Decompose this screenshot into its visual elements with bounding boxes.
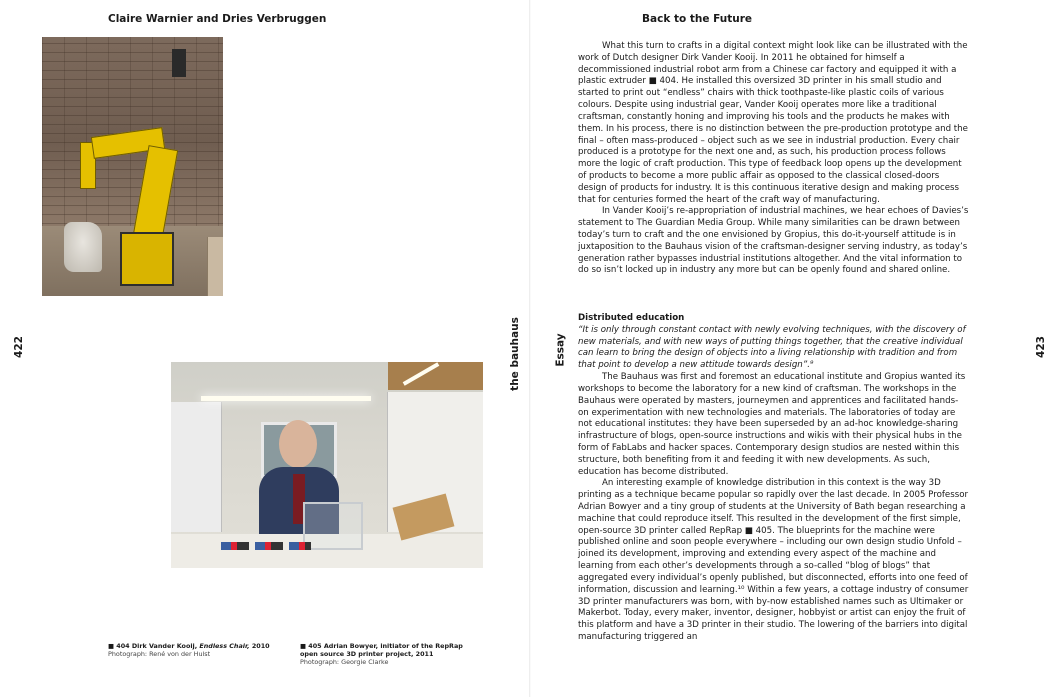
photo-credit: Photograph: René von der Hulst	[108, 650, 211, 658]
photo-endless-chair-robot	[42, 37, 223, 296]
caption-name: Dirk Vander Kooij,	[131, 642, 198, 650]
person-head	[279, 420, 317, 468]
page-gutter	[529, 0, 531, 697]
section-label: the bauhaus	[508, 317, 521, 391]
paragraph: What this turn to crafts in a digital context might look like can be illustrated with the work of Dutch designer Dirk Vander Kooij. In 2011 he obtained for himself a decommissioned industrial robot arm from a Chinese car factory and equipped it with a plastic extruder ■ 404. He installed this oversized 3D printer in his small studio and started to print out “endless” chairs with thick toothpaste-like plastic coils of various colours. Despite using industrial gear, Vander Kooij operates more like a traditional craftsman, constantly honing and improving his tools and the products he makes with them. In his process, there is no distinction between the pre-production prototype and the final – often mass-produced – object such as we see in industrial production. Every chair produced is a prototype for the next one and, as such, his production process follows more the logic of craft production. This type of feedback loop opens up the development of products to become a more public affair as opposed to the classical closed-doors design of products for industry. It is this continuous iterative design and making process that for centuries formed the heart of the craft way of manufacturing.	[578, 41, 968, 205]
wall-speaker	[172, 49, 186, 77]
figure-ref: ■ 404	[108, 642, 130, 650]
robot-base	[120, 232, 174, 286]
photo-adrian-bowyer	[171, 362, 483, 568]
paragraph: An interesting example of knowledge distribution in this context is the way 3D printing as a technique became popular so rapidly over the last decade. In 2005 Professor Adrian Bowyer and a tiny group of students at the University of Bath began researching a machine that could reproduce itself. This resulted in the development of the first simple, open-source 3D printer called RepRap ■ 405. The blueprints for the machine were published online and soon people everywhere – including our own design studio Unfold – joined its development, improving and extending every aspect of the machine and learning from each other’s developments through a so-called “blog of blogs” that aggregated every individual’s openly published, but disconnected, efforts into one feed of information, discussion and learning.¹⁰ Within a few years, a cottage industry of consumer 3D printer manufacturers was born, with by-now established names such as Ultimaker or Makerbot. Today, every maker, inventor, designer, hobbyist or artist can enjoy the fruit of this platform and have a 3D printer in their studio. The lowering of the barriers into digital manufacturing triggered an	[578, 478, 969, 642]
running-header-title: Back to the Future	[642, 13, 753, 25]
caption-year: 2010	[251, 642, 270, 650]
essay-text-lower	[578, 313, 969, 644]
workbench-tools	[221, 542, 311, 550]
section-heading: Distributed education	[578, 313, 685, 323]
figure-ref: ■ 405	[300, 642, 322, 650]
wooden-shelf	[207, 237, 223, 296]
photo-credit: Photograph: Georgie Clarke	[300, 658, 389, 666]
ceiling-light	[201, 396, 371, 401]
caption-line2: open source 3D printer project, 2011	[300, 650, 434, 658]
running-header-authors: Claire Warnier and Dries Verbruggen	[108, 13, 327, 25]
caption-name: Adrian Bowyer, initiator of the RepRap	[323, 642, 463, 650]
essay-text-upper	[578, 41, 969, 277]
page-number-right: 423	[1034, 336, 1047, 358]
page-number-left: 422	[12, 336, 25, 358]
caption-figure-405	[300, 642, 480, 666]
caption-title: Endless Chair,	[199, 642, 250, 650]
paragraph: The Bauhaus was first and foremost an educational institute and Gropius wanted its workshops to become the laboratory for a new kind of craftsman. The workshops in the Bauhaus were operated by masters, journeymen and apprentices and facilitated hands-on experimentation with new technologies and materials. The laboratories of today are not educational institutes: they have been superseded by an ad-hoc knowledge-sharing infrastructure of blogs, open-source instructions and wikis with their physical hubs in the form of FabLabs and hacker spaces. Contemporary design studios are nested within this structure, both benefiting from it and feeding it with new developments. As such, education has become distributed.	[578, 372, 966, 477]
reprap-printer	[303, 502, 363, 550]
gropius-quote: “It is only through constant contact with newly evolving techniques, with the discovery of new materials, and with new ways of putting things together, that the creative individual can learn to bring the design of objects into a living relationship with tradition and from that point to develop a new attitude towards design”.⁹	[578, 324, 966, 371]
essay-label: Essay	[554, 333, 567, 367]
caption-figure-404	[108, 642, 288, 658]
printed-chair	[64, 222, 102, 272]
left-cabinet	[171, 402, 222, 532]
paragraph: In Vander Kooij’s re-appropriation of industrial machines, we hear echoes of Davies’s statement to The Guardian Media Group. While many similarities can be drawn between today’s turn to craft and the one envisioned by Gropius, this do-it-yourself attitude is in juxtaposition to the Bauhaus vision of the craftsman-designer serving industry, as today’s generation rather bypasses industrial institutions altogether. And the vital information to do so isn’t locked up in industry any more but can be openly found and shared online.	[578, 206, 969, 276]
